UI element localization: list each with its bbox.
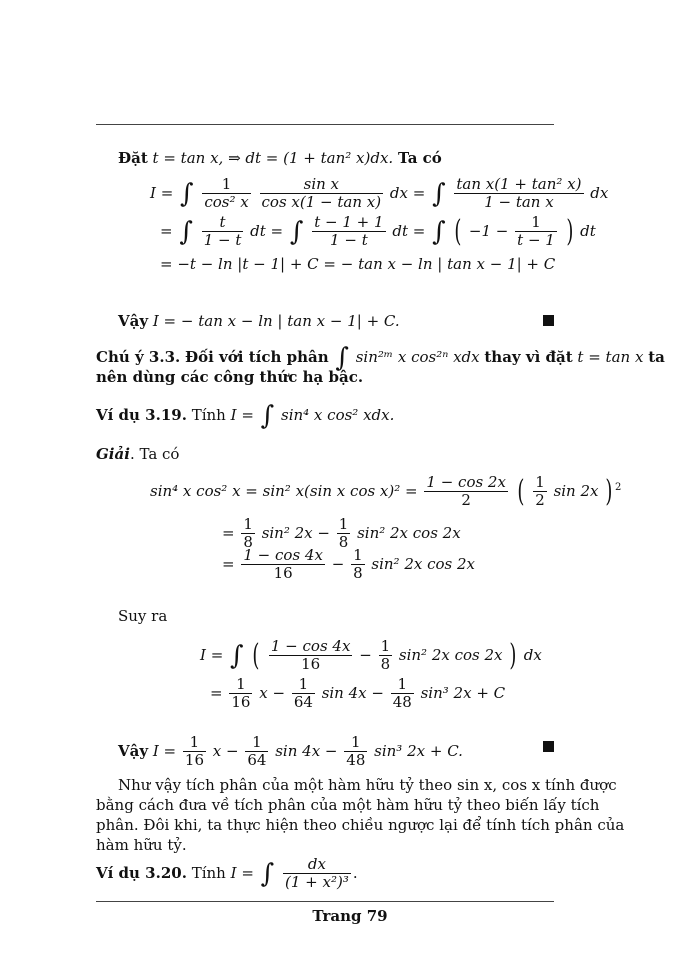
integral-sign: ∫ xyxy=(260,401,275,431)
integral-sign: ∫ xyxy=(179,216,193,247)
footer-rule xyxy=(96,901,554,902)
paragraph-line-4: hàm hữu tỷ. xyxy=(96,836,187,854)
solution-heading: Giải. Ta có xyxy=(96,445,180,463)
paragraph-line-2: bằng cách đưa về tích phân của một hàm hữu tỷ theo biến lấy tích xyxy=(96,796,600,814)
eq2-row1: sin⁴ x cos² x = sin² x(sin x cos x)² = $\frac{1 - \cos 2x}{2}$ ( $\frac{1}{2}$ sin 2x ) $^2$ xyxy=(150,473,622,510)
paragraph-line-3: phân. Đôi khi, ta thực hiện theo chiều ngược lại để tính tích phân của xyxy=(96,816,625,834)
integral-sign: ∫ xyxy=(335,343,349,373)
integral-sign: ∫ xyxy=(432,178,446,209)
eq2-row3: = $\frac{1 - \cos 4x}{16}$ − $\frac{1}{8}$ sin² 2x cos 2x xyxy=(222,546,475,583)
integral-sign: ∫ xyxy=(260,858,275,889)
header-rule xyxy=(96,124,554,125)
eq1-row3: = −t − ln |t − 1| + C = − tan x − ln | tan x − 1| + C xyxy=(160,255,556,273)
integral-sign: ∫ xyxy=(289,216,304,247)
eq2-row2: = $\frac{1}{8}$ sin² 2x − $\frac{1}{8}$ sin² 2x cos 2x xyxy=(222,515,461,552)
page-number: Trang 79 xyxy=(312,907,388,925)
substitution-line: Đặt t = tan x, ⇒ dt = (1 + tan² x)dx. Ta có xyxy=(118,149,442,167)
eq1-row2: = ∫ $\frac{t}{1 - t}$ dt = ∫ $\frac{t - 1 + 1}{1 - t}$ dt = ∫ ( −1 − $\frac{1}{t - 1}$ ) dt xyxy=(160,213,596,250)
example-3-20: Ví dụ 3.20. Tính I = ∫ $\frac{dx}{\text{(1 + x²)³}}$ . xyxy=(96,855,358,892)
conclusion-1: Vậy I = − tan x − ln | tan x − 1| + C. xyxy=(118,312,400,330)
eq3-row1: I = ∫ ( $\frac{1 - \cos 4x}{16}$ − $\frac{1}{8}$ sin² 2x cos 2x ) dx xyxy=(200,637,542,674)
qed-square xyxy=(543,741,554,752)
eq1-row1: I = ∫ $\frac{1}{\text{cos² x}}$ $\frac{\text{sin x}}{\text{cos x(1 − tan x)}}$ dx = ∫ $\frac{\text{tan x(1 + tan² x)}}{\text{1 − tan x}}$ dx xyxy=(150,175,609,212)
note-3-3-line2: nên dùng các công thức hạ bậc. xyxy=(96,368,364,386)
integral-sign: ∫ xyxy=(432,216,446,247)
integral-sign: ∫ xyxy=(230,640,244,671)
note-3-3: Chú ý 3.3. Đối với tích phân ∫ sin²ᵐ x cos²ⁿ xdx thay vì đặt t = tan x ta xyxy=(96,343,665,373)
therefore-label: Suy ra xyxy=(118,607,168,625)
paragraph-line-1: Như vậy tích phân của một hàm hữu tỷ theo sin x, cos x tính được xyxy=(118,776,617,794)
qed-square xyxy=(543,315,554,326)
integral-sign: ∫ xyxy=(180,178,194,209)
example-3-19: Ví dụ 3.19. Tính I = ∫ sin⁴ x cos² xdx. xyxy=(96,401,395,431)
conclusion-2: Vậy I = $\frac{1}{16}$ x − $\frac{1}{64}$ sin 4x − $\frac{1}{48}$ sin³ 2x + C. xyxy=(118,733,463,770)
eq3-row2: = $\frac{1}{16}$ x − $\frac{1}{64}$ sin 4x − $\frac{1}{48}$ sin³ 2x + C xyxy=(210,675,506,712)
